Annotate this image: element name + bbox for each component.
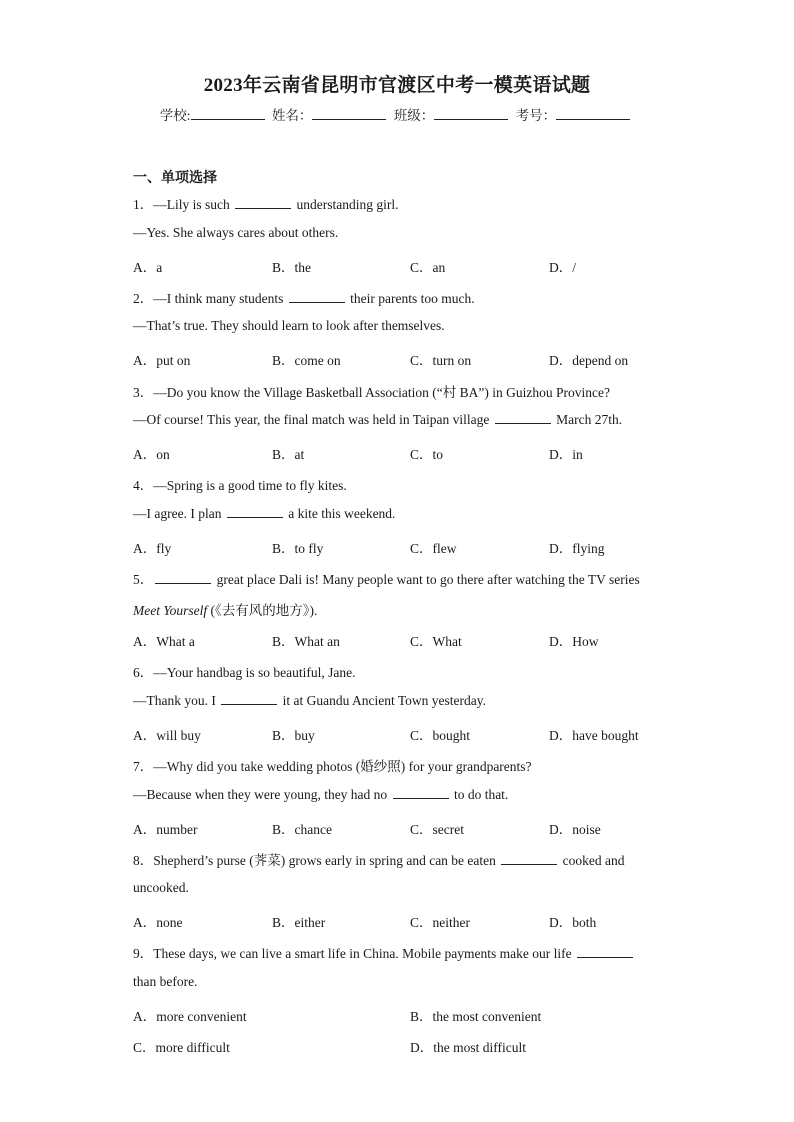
- question-text: 5．: [133, 572, 154, 587]
- question-text: than before.: [133, 974, 198, 989]
- option-a: A．will buy: [133, 728, 201, 743]
- question-line: [133, 942, 635, 962]
- question-line: [133, 381, 610, 401]
- answer-blank: [289, 291, 345, 303]
- option-b: B．to fly: [272, 541, 324, 556]
- number-blank: [556, 107, 630, 120]
- class-label: 班级：: [393, 108, 435, 123]
- question-line: [133, 880, 189, 896]
- question-line: [133, 787, 508, 803]
- question-text: cooked and: [559, 853, 625, 868]
- question-text: 9．These days, we can live a smart life in China. Mobile payments make our life: [133, 946, 575, 961]
- question-line: [133, 599, 317, 619]
- question-text: their parents too much.: [346, 291, 475, 306]
- question-text: (《去有风的地方》).: [207, 603, 318, 618]
- option-a: A．none: [133, 915, 183, 930]
- answer-blank: [393, 787, 449, 799]
- option-d: D．depend on: [549, 353, 629, 368]
- option-b: B．buy: [272, 728, 315, 743]
- option-d: D．have bought: [549, 728, 639, 743]
- option-c: C．an: [410, 260, 446, 275]
- option-c: C．neither: [410, 915, 470, 930]
- question-line: [133, 412, 622, 428]
- option-d: D．flying: [549, 541, 605, 556]
- student-info-row: [0, 104, 794, 124]
- answer-blank: [495, 412, 551, 424]
- answer-blank: [155, 572, 211, 584]
- question-text: —That’s true. They should learn to look after themselves.: [133, 318, 445, 333]
- section-heading: 一、单项选择: [133, 171, 217, 186]
- option-c: C．to: [410, 447, 444, 462]
- question-text: a kite this weekend.: [284, 506, 396, 521]
- option-a: A．on: [133, 447, 170, 462]
- exam-title: 2023年云南省昆明市官渡区中考一模英语试题: [203, 75, 591, 96]
- option-c: C．flew: [410, 541, 457, 556]
- answer-blank: [235, 197, 291, 209]
- option-b: B．chance: [272, 822, 332, 837]
- option-b: B．at: [272, 447, 305, 462]
- option-a: A．What a: [133, 634, 195, 649]
- answer-blank: [221, 693, 277, 705]
- question-text: —Yes. She always cares about others.: [133, 225, 339, 240]
- question-text: —Because when they were young, they had no: [133, 787, 391, 802]
- option-b: B．either: [272, 915, 326, 930]
- question-line: [133, 693, 486, 709]
- question-line: [133, 755, 532, 775]
- number-label: 考号：: [515, 108, 557, 123]
- question-line: [133, 474, 347, 494]
- option-a: A．more convenient: [133, 1009, 247, 1024]
- answer-blank: [501, 853, 557, 865]
- question-text: 4．—Spring is a good time to fly kites.: [133, 478, 347, 493]
- question-line: [133, 849, 625, 869]
- question-line: [133, 506, 395, 522]
- question-text: —Thank you. I: [133, 693, 220, 708]
- question-text: 6．—Your handbag is so beautiful, Jane.: [133, 665, 356, 680]
- option-b: B．the most convenient: [410, 1009, 542, 1024]
- question-text: —I agree. I plan: [133, 506, 225, 521]
- option-c: C．bought: [410, 728, 471, 743]
- option-c: C．turn on: [410, 353, 472, 368]
- option-b: B．What an: [272, 634, 340, 649]
- series-title: Meet Yourself: [133, 603, 208, 618]
- option-c: C．What: [410, 634, 462, 649]
- question-line: [133, 225, 338, 241]
- question-line: [133, 568, 640, 588]
- question-line: [133, 193, 398, 213]
- option-d: D．in: [549, 447, 583, 462]
- question-text: —Of course! This year, the final match was held in Taipan village: [133, 412, 493, 427]
- option-d: D．both: [549, 915, 597, 930]
- question-line: [133, 287, 475, 307]
- school-label: 学校:: [159, 108, 191, 123]
- option-d: D．noise: [549, 822, 601, 837]
- option-d: D．the most difficult: [410, 1040, 526, 1055]
- question-text: 8．Shepherd’s purse (荠菜) grows early in spring and can be eaten: [133, 853, 500, 868]
- option-c: C．more difficult: [133, 1040, 230, 1055]
- question-line: [133, 974, 197, 990]
- option-b: B．the: [272, 260, 311, 275]
- option-a: A．a: [133, 260, 163, 275]
- question-line: [133, 318, 445, 334]
- name-blank: [312, 107, 386, 120]
- option-d: D．How: [549, 634, 599, 649]
- option-a: A．number: [133, 822, 198, 837]
- question-text: March 27th.: [552, 412, 623, 427]
- answer-blank: [577, 946, 633, 958]
- class-blank: [434, 107, 508, 120]
- school-blank: [191, 107, 265, 120]
- question-text: 2．—I think many students: [133, 291, 287, 306]
- question-line: [133, 661, 355, 681]
- question-text: 7．—Why did you take wedding photos (婚纱照) for your grandparents?: [133, 759, 532, 774]
- option-a: A．fly: [133, 541, 172, 556]
- question-text: to do that.: [450, 787, 509, 802]
- name-label: 姓名：: [271, 108, 313, 123]
- question-text: 1．—Lily is such: [133, 197, 234, 212]
- option-a: A．put on: [133, 353, 191, 368]
- question-text: great place Dali is! Many people want to go there after watching the TV series: [213, 572, 640, 587]
- option-d: D．/: [549, 260, 576, 275]
- question-text: uncooked.: [133, 880, 189, 895]
- question-text: understanding girl.: [293, 197, 399, 212]
- question-text: it at Guandu Ancient Town yesterday.: [279, 693, 486, 708]
- option-c: C．secret: [410, 822, 464, 837]
- option-b: B．come on: [272, 353, 341, 368]
- answer-blank: [227, 506, 283, 518]
- question-text: 3．—Do you know the Village Basketball Association (“村 BA”) in Guizhou Province?: [133, 385, 610, 400]
